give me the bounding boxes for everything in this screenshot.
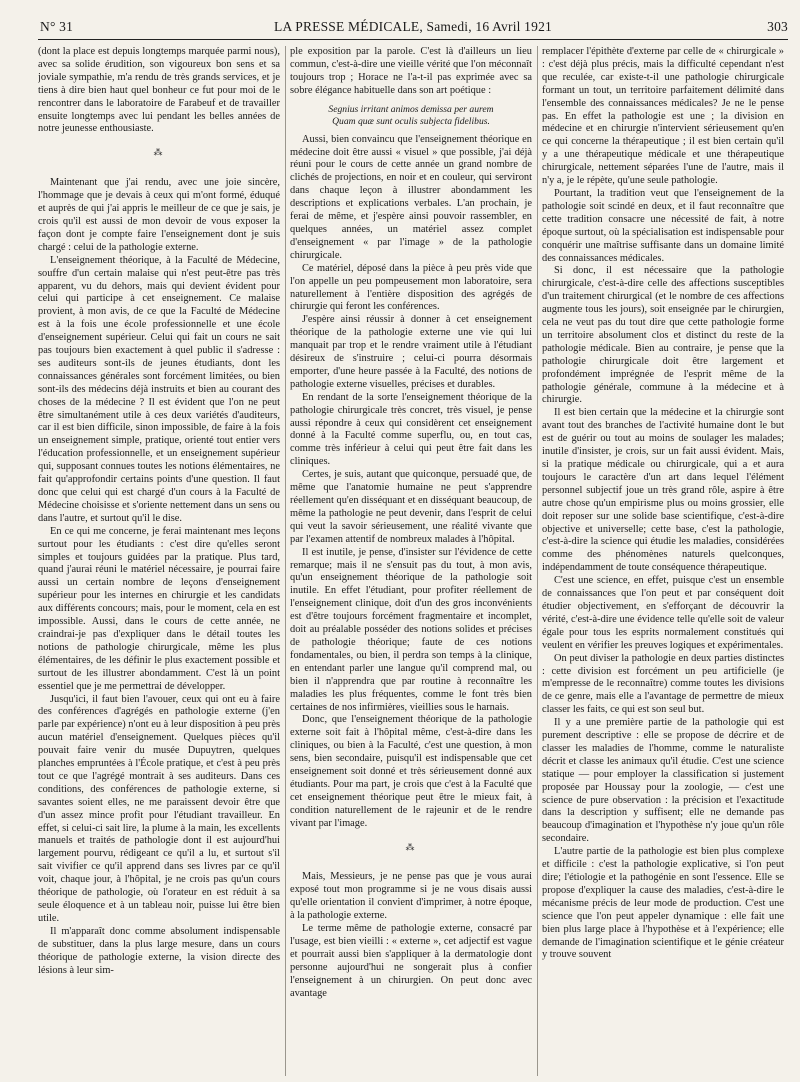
paragraph: Donc, que l'enseignement théorique de la pathologie externe soit fait à l'hôpital même, c'est-à-dire dans les cliniques, ou bien à la Faculté, c'est une question, à mon sens, bien secondaire, puisqu'il est indispensable que cet enseignement soit donné et très sérieusement donné aux étudiants. Pour ma part, je crois que c'est à la Faculté que cet enseignement théorique peut être le mieux fait, à condition naturellement de le rajeunir et de le rendre vivant par l'image. <box>290 714 532 829</box>
quote-line: Segnius irritant animos demissa per aurem <box>328 103 494 115</box>
paragraph: En rendant de la sorte l'enseignement théorique de la pathologie chirurgicale très concret, très visuel, je pense aussi répondre à ceux qui considèrent cet enseignement donné à la Faculté comme superflu, ou, en tout cas, comme très inférieur à celui qui peut être fait dans les cliniques. <box>290 391 532 468</box>
paragraph: Mais, Messieurs, je ne pense pas que je vous aurai exposé tout mon programme si je ne vous disais aussi qu'elle orientation il convient d'imprimer, à notre époque, à la pathologie externe. <box>290 871 532 922</box>
paragraph: Il m'apparaît donc comme absolument indispensable de substituer, dans la plus large mesure, dans un cours théorique de pathologie externe, la vision directe des lésions à leur sim- <box>38 925 280 976</box>
paragraph: Aussi, bien convaincu que l'enseignement théorique en médecine doit être aussi « visuel » que possible, j'ai déjà réuni pour le cours de cette année un grand nombre de clichés de projections, en noir et en couleur, qui serviront dans chaque leçon à illustrer abondamment les descriptions et explications verbales. L'an prochain, je ferai de même, et j'espère ainsi pouvoir rassembler, en quelques années, un matériel assez complet d'enseignement « par l'image » de la pathologie chirurgicale. <box>290 133 532 261</box>
paragraph: L'enseignement théorique, à la Faculté de Médecine, souffre d'un certain malaise qui n'est peut-être pas très apparent, vu du dehors, mais qui devient évident pour celui qui participe à cet enseignement. Ce malaise provient, à mon avis, de ce que la Faculté de Médecine est à la fois une école professionnelle et une école d'enseignement supérieur. Celui qui fait un cours ne sait pas toujours bien exactement à quel public il s'adresse : ses auditeurs sont-ils de jeunes étudiants, dont les connaissances générales sont forcément limitées, ou bien sont-ils des médecins déjà instruits et bien au courant des choses de la médecine ? Il est évident que l'on ne peut être simultanément utile à ces deux variétés d'auditeurs, car il est bien difficile, sinon impossible, de faire à la fois un enseignement simple, pratique, orienté tout entier vers l'éducation professionnelle, et un enseignement supérieur qui, supposant connues toutes les notions élémentaires, ne fait qu'approfondir certains points d'une question. Il faut donc que celui qui est chargé d'un cours à la Faculté de Médecine choisisse et s'oriente nettement dans un sens ou dans l'autre, et surtout qu'il le dise. <box>38 254 280 524</box>
paragraph: Certes, je suis, autant que quiconque, persuadé que, de même que l'anatomie humaine ne peut s'apprendre réellement qu'en disséquant et en disséquant beaucoup, de même la pathologie ne peut devenir, dans l'esprit de celui qui veut la savoir sérieusement, une réalité vivante que par l'examen attentif de nombreux malades à l'hôpital. <box>290 469 532 545</box>
paragraph: (dont la place est depuis longtemps marquée parmi nous), avec sa solide érudition, son vigoureux bon sens et sa joviale sympathie, m'a rendu de très grands services, et je tiens à dire bien haut quel bonheur ce fut pour moi de le rencontrer dans le laboratoire de Farabeuf et de travailler ensuite longtemps avec lui pendant les belles années de notre jeunesse enthousiaste. <box>38 46 280 135</box>
latin-quotation <box>290 104 532 128</box>
section-ornament: ⁂ <box>153 147 165 158</box>
paragraph: ple exposition par la parole. C'est là d'ailleurs un lieu commun, c'est-à-dire une vieille vérité que l'on méconnaît toujours trop ; Horace ne l'a-t-il pas exprimée avec sa sobre élégance habituelle dans son art poétique : <box>290 46 532 96</box>
paragraph: L'autre partie de la pathologie est bien plus complexe et difficile : c'est la pathologie explicative, si l'on peut dire; l'étiologie et la pathogénie en sont l'essence. Elle se propose d'expliquer la cause des maladies, c'est-à-dire le mécanisme précis de leur mode de production. C'est une science que l'on peut appeler dynamique : elle fait une bien plus large place à l'hypothèse et à l'expérience; elle demande de l'imagination scientifique et le génie créateur y trouve souvent <box>542 846 784 961</box>
paragraph: Il est bien certain que la médecine et la chirurgie sont avant tout des branches de l'activité humaine dont le but est de guérir ou tout au moins de soulager les malades; inutile d'insister, je crois, sur un fait aussi évident. Mais, si la pratique médicale ou chirurgicale, qui a et aura toujours le caractère d'un art dans lequel l'élément personnel subjectif joue un très grand rôle, aspire à être autre chose qu'un empirisme plus ou moins grossier, elle doit reposer sur une solide base scientifique, c'est-à-dire objective et universelle; cette base, c'est la pathologie, c'est-à-dire la science qui étudie les maladies, considérées comme des phénomènes naturels quelconques, indépendamment de toute conséquence thérapeutique. <box>542 407 784 574</box>
issue-number: N° 31 <box>40 19 74 34</box>
paragraph: Le terme même de pathologie externe, consacré par l'usage, est bien vieilli : « externe », cet adjectif est vague et pourrait aussi bien s'appliquer à la dermatologie dont personne aujourd'hui ne songerait plus à confier l'enseignement à un chirurgien. On peut donc avec avantage <box>290 923 532 999</box>
paragraph: C'est une science, en effet, puisque c'est un ensemble de connaissances que l'on peut et par conséquent doit étudier objectivement, en s'efforçant de découvrir la vérité, c'est-à-dire une évidence telle qu'elle soit de valeur égale pour tous les esprits normalement constitués qui veulent en vérifier les preuves logiques et expérimentales. <box>542 575 784 651</box>
paragraph: Maintenant que j'ai rendu, avec une joie sincère, l'hommage que je devais à ceux qui m'ont formé, éduqué et auprès de qui j'ai appris le meilleur de ce que je sais, je crois qu'il est aussi de mon devoir de vous exposer la façon dont je compte faire l'enseignement dont je suis chargé : celui de la pathologie externe. <box>38 177 280 253</box>
page-number: 303 <box>767 19 788 34</box>
column-divider <box>285 46 286 1076</box>
section-ornament: ⁂ <box>405 841 417 852</box>
paragraph: Il est inutile, je pense, d'insister sur l'évidence de cette remarque; mais il ne s'ensuit pas du tout, à mon avis, qu'un enseignement théorique de la pathologie soit inutile. En effet l'étudiant, pour profiter réellement de l'enseignement clinique, doit d'un des gros inconvénients est d'être toujours forcément fragmentaire et incomplet, doit au préalable posséder des notions solides et précises de pathologie théorique; faute de ces notions fondamentales, ou bien, il perdra son temps à la clinique, en entendant parler une langue qu'il comprend mal, ou bien il n'apprendra que par routine à reconnaître les maladies les plus fréquentes, comme le font très bien certaines de nos infirmières, vieillies sous le harnais. <box>290 546 532 713</box>
text-columns <box>38 46 788 1076</box>
paragraph: On peut diviser la pathologie en deux parties distinctes : cette division est forcément un peu artificielle (je m'empresse de le reconnaître) comme toutes les divisions de ce genre, mais elle a l'avantage de permettre de mieux classer les faits, ce qui est son seul but. <box>542 652 784 716</box>
column-right <box>542 46 784 1076</box>
paragraph: J'espère ainsi réussir à donner à cet enseignement théorique de la pathologie externe une vie qui lui manquait par trop et le rendre vraiment utile à l'étudiant désireux de s'instruire ; celui-ci pourra désormais emporter, d'une heure passée à la Faculté, des notions de pathologie externe visuelles, précises et durables. <box>290 314 532 390</box>
column-middle <box>290 46 532 1076</box>
paragraph: Jusqu'ici, il faut bien l'avouer, ceux qui ont eu à faire des conférences d'agrégés en pathologie externe (j'en parle par expérience) n'ont eu à leur disposition à peu près aucun matériel d'enseignement. Quelques pièces qu'il pouvait faire venir du musée Dupuytren, quelques planches empruntées à l'École pratique, et c'est à peu près tout ce que l'agrégé montrait à ses auditeurs. Dans ces conditions, des conférences de pathologie externe, si savantes soient elles, ne me paraissent devoir être que d'un assez mince profit pour l'étudiant travailleur. En effet, si celui-ci sait lire, la plume à la main, les excellents manuels et traités de pathologie dont il est aujourd'hui largement pourvu, rédigeant ce qu'il a lu, et surtout s'il sait vivifier ce qu'il apprend dans ses livres par ce qu'il voit, chaque jour, à l'hôpital, je ne crois pas qu'un cours théorique de pathologie, où l'orateur en est réduit à sa seule éloquence et à un tableau noir, puisse lui être bien utile. <box>38 693 280 924</box>
page-header <box>38 17 788 40</box>
quote-line: Quam quæ sunt oculis subjecta fidelibus. <box>332 115 490 127</box>
column-left <box>38 46 280 1076</box>
column-divider <box>537 46 538 1076</box>
paragraph: remplacer l'épithète d'externe par celle de « chirurgicale » : c'est déjà plus précis, mais la difficulté cependant n'est que reculée, car existe-t-il une pathologie chirurgicale formant un tout, un territoire parfaitement délimité dans l'ensemble des connaissances médicales? Je ne le pense pas. En effet la pathologie est une ; la division en médecine et en chirurgie n'intervient sérieusement qu'en ce qui concerne la thérapeutique ; il est bien certain qu'il y a une thérapeutique médicale et une thérapeutique chirurgicale, nettement séparées l'une de l'autre, mais il n'y a, je le répète, qu'une seule pathologie. <box>542 46 784 187</box>
paragraph: Ce matériel, déposé dans la pièce à peu près vide que l'on appelle un peu pompeusement mon laboratoire, sera naturellement à l'entière disposition des agrégés de chirurgie qui feront les conférences. <box>290 262 532 313</box>
paragraph: Pourtant, la tradition veut que l'enseignement de la pathologie soit scindé en deux, et il faut reconnaître que cette tradition consacre une nécessité de fait, à notre époque surtout, où la spécialisation est indispensable pour conquérir une maîtrise suffisante dans un domaine limité des connaissances médicales. <box>542 187 784 264</box>
paragraph: Il y a une première partie de la pathologie qui est purement descriptive : elle se propose de décrire et de classer les maladies de l'homme, comme le naturaliste décrit et classe les animaux qu'il étudie. C'est une science statique — pour employer la classification si justement proposée par Houssay pour la zoologie, — c'est une science de pure observation : la précision et l'exactitude dans la description y suffisent; elle ne demande pas beaucoup d'imagination et l'hypothèse n'y joue qu'un rôle secondaire. <box>542 717 784 845</box>
paragraph: En ce qui me concerne, je ferai maintenant mes leçons surtout pour les étudiants : c'est dire qu'elles seront simples et toujours guidées par la pratique. Plus tard, quand j'aurai réuni le matériel nécessaire, je pourrai faire aussi un certain nombre de leçons d'enseignement supérieur pour les internes en chirurgie et les candidats aux différents concours; mais, pour le moment, cela en est impossible. Aussi, dans le cours de cette année, ne craindrai-je pas d'expliquer dans le détail toutes les notions de pathologie chirurgicale, même les plus élémentaires, de les définir le plus exactement possible et surtout de les illustrer abondamment. C'est là un point essentiel que je me permettrai de développer. <box>38 525 280 692</box>
paragraph: Si donc, il est nécessaire que la pathologie chirurgicale, c'est-à-dire celle des affections susceptibles d'un traitement chirurgical (et le nombre de ces affections augmente tous les jours), soit enseignée par le chirurgien, cela ne veut pas du tout dire que cette pathologie forme un territoire absolument clos et distinct du reste de la pathologie médicale. Bien au contraire, je pense que la pathologie chirurgicale doit être largement et profondément imprégnée de l'esprit même de la pathologie générale, commune à la médecine et à chirurgie. <box>542 265 784 406</box>
journal-title: LA PRESSE MÉDICALE, Samedi, 16 Avril 1921 <box>274 19 552 34</box>
